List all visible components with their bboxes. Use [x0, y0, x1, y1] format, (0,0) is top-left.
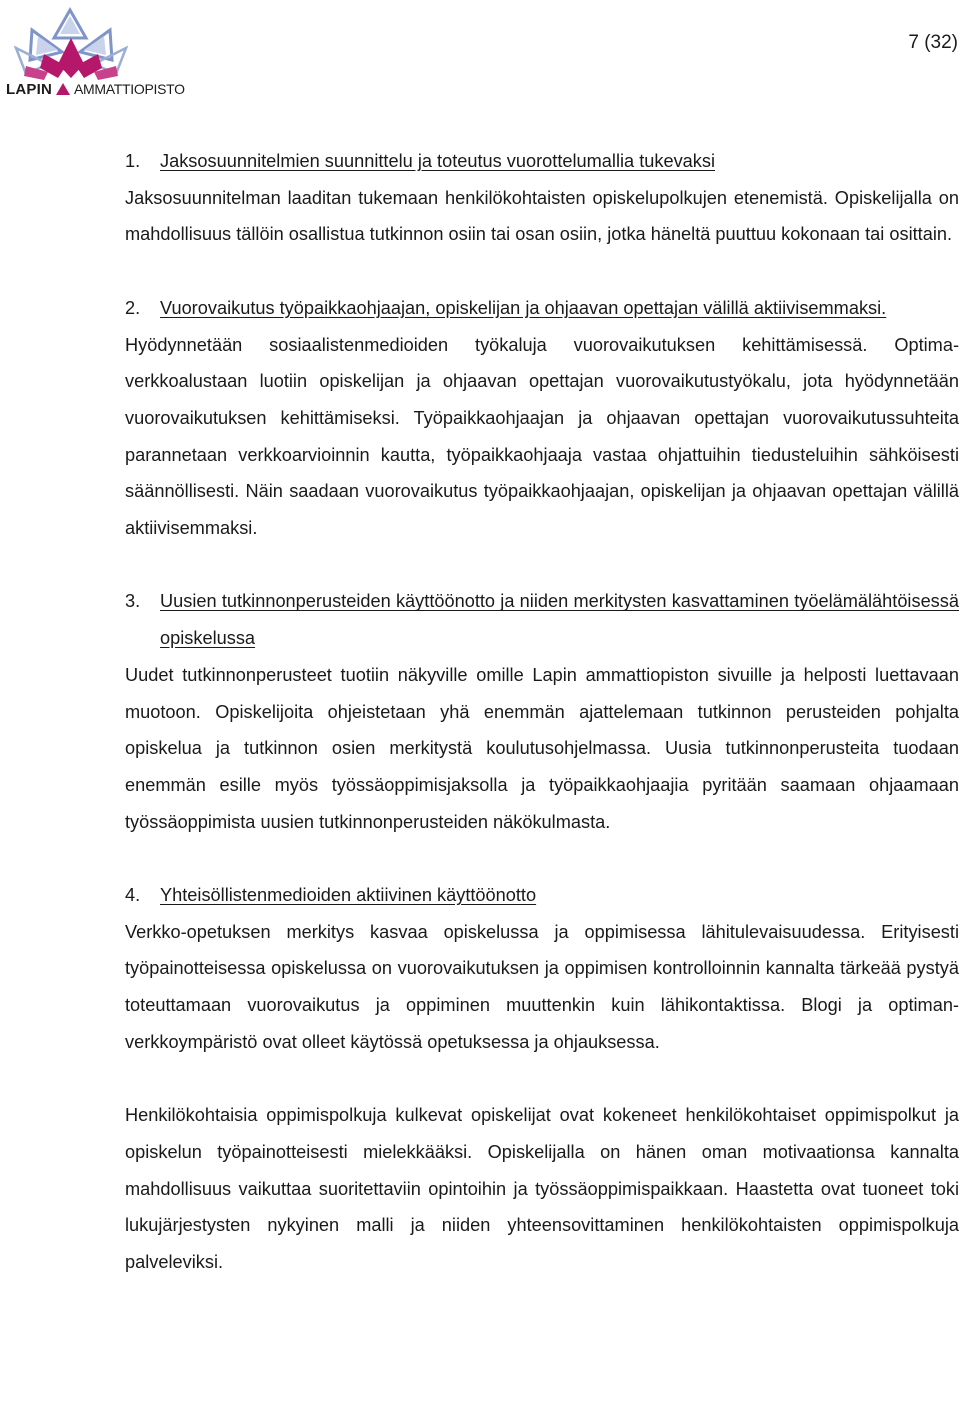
logo-word-ammattiopisto: AMMATTIOPISTO [74, 81, 185, 97]
section-2-heading [125, 290, 959, 327]
section-2-title: Vuorovaikutus työpaikkaohjaajan, opiskelijan ja ohjaavan opettajan välillä aktiivisemmaksi. [160, 297, 887, 318]
section-1-paragraph: Jaksosuunnitelman laaditan tukemaan henkilökohtaisten opiskelupolkujen etenemistä. Opiskelijalla on mahdollisuus tällöin osallistua tutkinnon osiin tai osan osiin, jotka häneltä puuttuu kokonaan tai osittain. [125, 187, 959, 245]
section-4-number: 4. [125, 885, 141, 906]
section-2-paragraph: Hyödynnetään sosiaalistenmedioiden työkaluja vuorovaikutuksen kehittämisessä. Optima-verkkoalustaan luotiin opiskelijan ja ohjaavan opettajan vuorovaikutustyökalu, jota hyödynnetään vuorovaikutuksen kehittämiseksi. Työpaikkaohjaajan ja ohjaavan opettajan vuorovaikutussuhteita parannetaan verkkoarvioinnin kautta, työpaikkaohjaaja vastaa ohjattuihin tiedusteluihin sähköisesti säännöllisesti. Näin saadaan vuorovaikutus työpaikkaohjaajan, opiskelijan ja ohjaavan opettajan välillä aktiivisemmaksi. [125, 334, 959, 539]
section-3-heading [125, 583, 959, 656]
section-4-title: Yhteisöllistenmedioiden aktiivinen käyttöönotto [160, 885, 537, 906]
document-body [125, 143, 959, 1281]
section-4-paragraph: Verkko-opetuksen merkitys kasvaa opiskelussa ja oppimisessa lähitulevaisuudessa. Erityisesti työpainotteisessa opiskelussa on vuorovaikutuksen ja oppimisen kontrolloinnin kannalta tärkeää pystyä toteuttamaan vuorovaikutus ja oppiminen muuttenkin kuin lähikontaktissa. Blogi ja optiman-verkkoympäristö ovat olleet käytössä opetuksessa ja ohjauksessa. [125, 921, 959, 1052]
section-1-number: 1. [125, 151, 141, 171]
logo-wordmark [6, 81, 185, 98]
closing-paragraph: Henkilökohtaisia oppimispolkuja kulkevat opiskelijat ovat kokeneet henkilökohtaiset oppimispolkut ja opiskelun työpainotteisesti mielekkääksi. Opiskelijalla on hänen oman motivaationsa kannalta mahdollisuus vaikuttaa suoritettaviin opintoihin ja työssäoppimispaikkaan. Haastetta ovat tuoneet toki lukujärjestysten nykyinen malli ja niiden yhteensovittaminen henkilökohtaisten oppimispolkuja palveleviksi. [125, 1105, 959, 1273]
section-3-number: 3. [125, 591, 141, 612]
section-1-title: Jaksosuunnitelmien suunnittelu ja toteutus vuorottelumallia tukevaksi [160, 151, 716, 171]
section-4-heading [125, 877, 959, 914]
section-2-number: 2. [125, 297, 141, 318]
lapin-ammattiopisto-logo [4, 2, 184, 98]
section-1-heading [125, 143, 959, 180]
page-number: 7 (32) [908, 32, 958, 53]
section-3-title: Uusien tutkinnonperusteiden käyttöönotto ja niiden merkitysten kasvattaminen työelämälähtöisessä opiskelussa [160, 591, 959, 649]
logo-word-lapin: LAPIN [6, 81, 52, 98]
lotus-emblem-icon [4, 2, 184, 82]
logo-triangle-icon [56, 83, 70, 95]
section-3-paragraph: Uudet tutkinnonperusteet tuotiin näkyville omille Lapin ammattiopiston sivuille ja helposti luettavaan muotoon. Opiskelijoita ohjeistetaan yhä enemmän ajattelemaan tutkinnon perusteiden pohjalta opiskelua ja tutkinnon osien merkitystä koulutusohjelmassa. Uusia tutkinnonperusteita tuodaan enemmän esille myös työssäoppimisjaksolla ja työpaikkaohjaajia pyritään saamaan ohjaamaan työssäoppimista uusien tutkinnonperusteiden näkökulmasta. [125, 664, 959, 832]
